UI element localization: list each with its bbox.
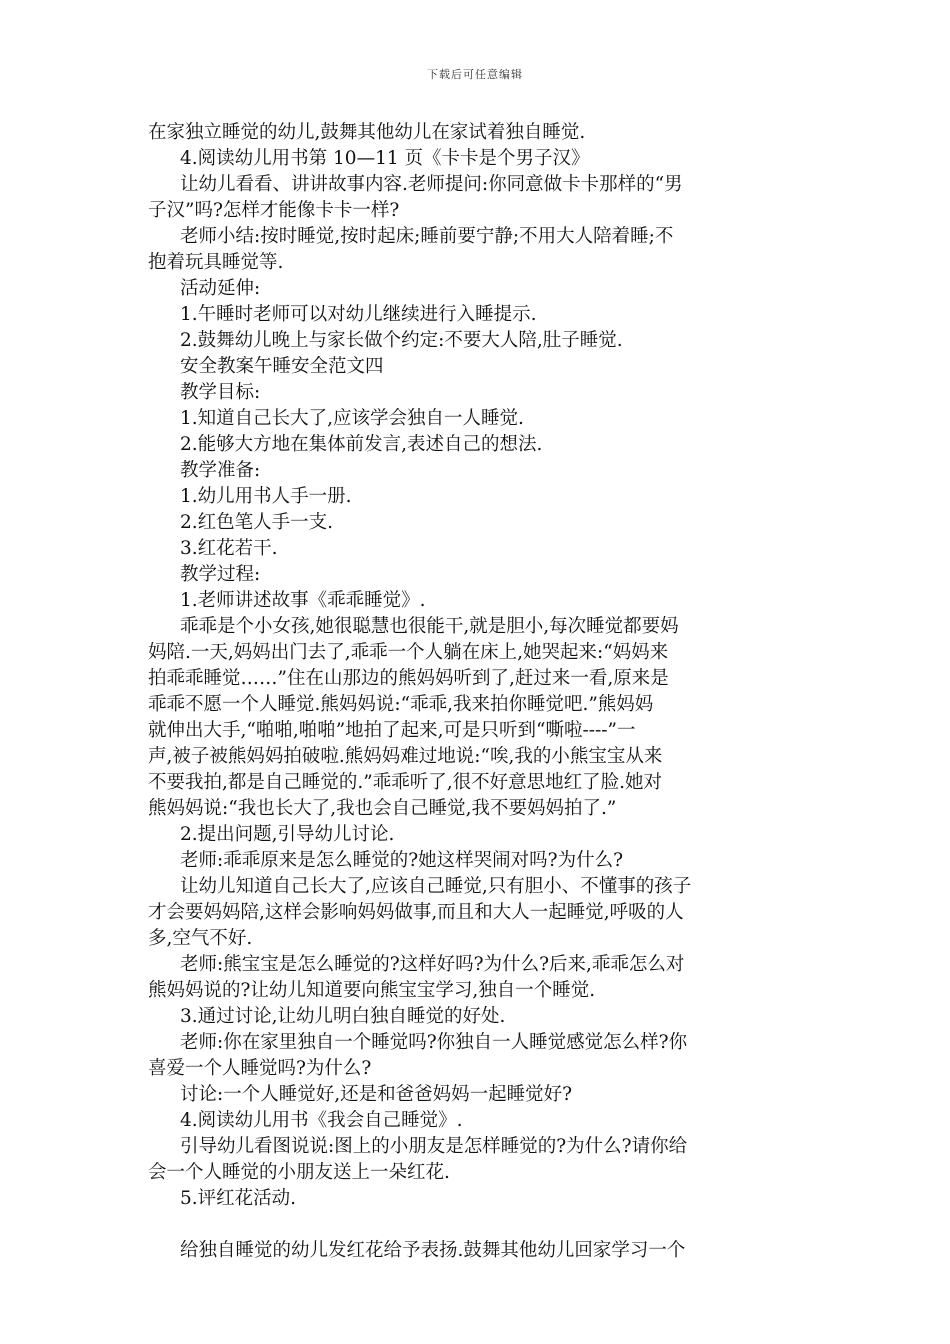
text-line: 就伸出大手,“啪啪,啪啪”地拍了起来,可是只听到“嘶啦----”一 xyxy=(148,720,636,741)
text-line: 2.鼓舞幼儿晚上与家长做个约定:不要大人陪,肚子睡觉. xyxy=(180,330,623,351)
text-line: 拍乖乖睡觉……”住在山那边的熊妈妈听到了,赶过来一看,原来是 xyxy=(148,668,669,689)
text-line: 1.午睡时老师可以对幼儿继续进行入睡提示. xyxy=(180,304,537,325)
text-line: 教学准备: xyxy=(180,460,261,481)
text-line: 会一个人睡觉的小朋友送上一朵红花. xyxy=(148,1162,450,1183)
text-line: 才会要妈妈陪,这样会影响妈妈做事,而且和大人一起睡觉,呼吸的人 xyxy=(148,902,684,923)
text-line: 乖乖不愿一个人睡觉.熊妈妈说:“乖乖,我来拍你睡觉吧.”熊妈妈 xyxy=(148,694,654,715)
document-body xyxy=(148,120,818,1264)
text-line: 老师:你在家里独自一个睡觉吗?你独自一人睡觉感觉怎么样?你 xyxy=(180,1032,688,1053)
text-line: 1.幼儿用书人手一册. xyxy=(180,486,352,507)
text-line: 3.通过讨论,让幼儿明白独自睡觉的好处. xyxy=(180,1006,506,1027)
text-line: 2.红色笔人手一支. xyxy=(180,512,334,533)
text-line: 1.老师讲述故事《乖乖睡觉》. xyxy=(180,590,426,611)
text-line: 老师:乖乖原来是怎么睡觉的?她这样哭闹对吗?为什么? xyxy=(180,850,623,871)
text-line: 不要我拍,都是自己睡觉的.”乖乖听了,很不好意思地红了脸.她对 xyxy=(148,772,662,793)
text-line: 熊妈妈说的?让幼儿知道要向熊宝宝学习,独自一个睡觉. xyxy=(148,980,596,1001)
text-line: 老师:熊宝宝是怎么睡觉的?这样好吗?为什么?后来,乖乖怎么对 xyxy=(180,954,685,975)
blank-line xyxy=(148,1212,818,1238)
text-line: 教学过程: xyxy=(180,564,261,585)
text-line: 声,被子被熊妈妈拍破啦.熊妈妈难过地说:“唉,我的小熊宝宝从来 xyxy=(148,746,663,767)
text-line: 抱着玩具睡觉等. xyxy=(148,252,284,273)
text-line: 4.阅读幼儿用书《我会自己睡觉》. xyxy=(180,1110,463,1131)
text-line: 喜爱一个人睡觉吗?为什么? xyxy=(148,1058,372,1079)
text-line: 让幼儿知道自己长大了,应该自己睡觉,只有胆小、不懂事的孩子 xyxy=(180,876,692,897)
text-line: 安全教案午睡安全范文四 xyxy=(180,356,384,377)
text-line: 3.红花若干. xyxy=(180,538,278,559)
text-line: 让幼儿看看、讲讲故事内容.老师提问:你同意做卡卡那样的“男 xyxy=(180,174,683,195)
text-line: 讨论:一个人睡觉好,还是和爸爸妈妈一起睡觉好? xyxy=(180,1084,573,1105)
text-line: 子汉”吗?怎样才能像卡卡一样? xyxy=(148,200,400,221)
text-line: 5.评红花活动. xyxy=(180,1188,297,1209)
text-line: 活动延伸: xyxy=(180,278,261,299)
text-line: 乖乖是个小女孩,她很聪慧也很能干,就是胆小,每次睡觉都要妈 xyxy=(180,616,679,637)
text-line: 给独自睡觉的幼儿发红花给予表扬.鼓舞其他幼儿回家学习一个 xyxy=(180,1240,686,1261)
text-line: 老师小结:按时睡觉,按时起床;睡前要宁静;不用大人陪着睡;不 xyxy=(180,226,674,247)
text-line: 1.知道自己长大了,应该学会独自一人睡觉. xyxy=(180,408,524,429)
text-line: 引导幼儿看图说说:图上的小朋友是怎样睡觉的?为什么?请你给 xyxy=(180,1136,688,1157)
text-line: 4.阅读幼儿用书第 10—11 页《卡卡是个男子汉》 xyxy=(180,148,590,169)
text-line: 教学目标: xyxy=(180,382,261,403)
text-line: 2.能够大方地在集体前发言,表述自己的想法. xyxy=(180,434,543,455)
text-line: 妈陪.一天,妈妈出门去了,乖乖一个人躺在床上,她哭起来:“妈妈来 xyxy=(148,642,669,663)
page-header: 下载后可任意编辑 xyxy=(427,68,523,81)
text-line: 2.提出问题,引导幼儿讨论. xyxy=(180,824,395,845)
text-line: 熊妈妈说:“我也长大了,我也会自己睡觉,我不要妈妈拍了.” xyxy=(148,798,617,819)
text-line: 在家独立睡觉的幼儿,鼓舞其他幼儿在家试着独自睡觉. xyxy=(148,122,586,143)
text-line: 多,空气不好. xyxy=(148,928,253,949)
